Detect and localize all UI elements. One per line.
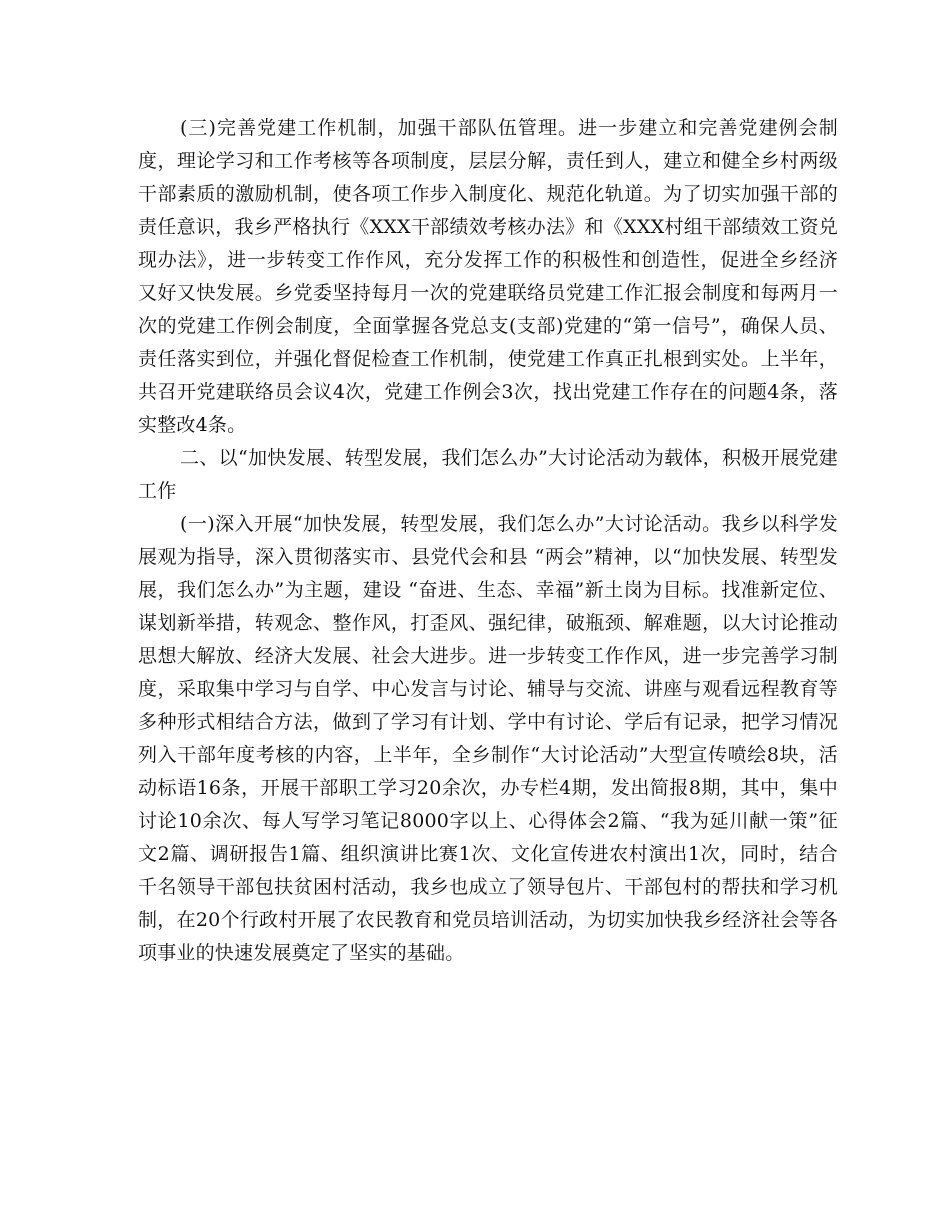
paragraph-section-3-mechanism: (三)完善党建工作机制，加强干部队伍管理。进一步建立和完善党建例会制度，理论学习和工作考核等各项制度，层层分解，责任到人，建立和健全乡村两级干部素质的激励机制，使各项工作步入制度化、规范化轨道。为了切实加强干部的责任意识，我乡严格执行《XXX干部绩效考核办法》和《XXX村组干部绩效工资兑现办法》，进一步转变工作作风，充分发挥工作的积极性和创造性，促进全乡经济又好又快发展。乡党委坚持每月一次的党建联络员党建工作汇报会制度和每两月一次的党建工作例会制度，全面掌握各党总支(支部)党建的“第一信号”，确保人员、责任落实到位，并强化督促检查工作机制，使党建工作真正扎根到实处。上半年，共召开党建联络员会议4次，党建工作例会3次，找出党建工作存在的问题4条，落实整改4条。	[138, 117, 838, 436]
paragraph-section-1-discussion: (一)深入开展“加快发展，转型发展，我们怎么办”大讨论活动。我乡以科学发展观为指导，深入贯彻落实市、县党代会和县 “两会”精神，以“加快发展、转型发展，我们怎么办”为主题，建设 “奋进、生态、幸福”新土岗为目标。找准新定位、谋划新举措，转观念、整作风，打歪风、强纪律，破瓶颈、解难题，以大讨论推动思想大解放、经济大发展、社会大进步。进一步转变工作作风，进一步完善学习制度，采取集中学习与自学、中心发言与讨论、辅导与交流、讲座与观看远程教育等多种形式相结合方法，做到了学习有计划、学中有讨论、学后有记录，把学习情况列入干部年度考核的内容，上半年，全乡制作“大讨论活动”大型宣传喷绘8块，活动标语16条，开展干部职工学习20余次，办专栏4期，发出简报8期，其中，集中讨论10余次、每人写学习笔记8000字以上、心得体会2篇、“我为延川献一策”征文2篇、调研报告1篇、组织演讲比赛1次、文化宣传进农村演出1次，同时，结合千名领导干部包扶贫困村活动，我乡也成立了领导包片、干部包村的帮扶和学习机制，在20个行政村开展了农民教育和党员培训活动，为切实加快我乡经济社会等各项事业的快速发展奠定了坚实的基础。	[138, 513, 838, 964]
document-body	[138, 112, 838, 970]
paragraph-heading-2-discussion: 二、以“加快发展、转型发展，我们怎么办”大讨论活动为载体，积极开展党建工作	[138, 447, 838, 502]
